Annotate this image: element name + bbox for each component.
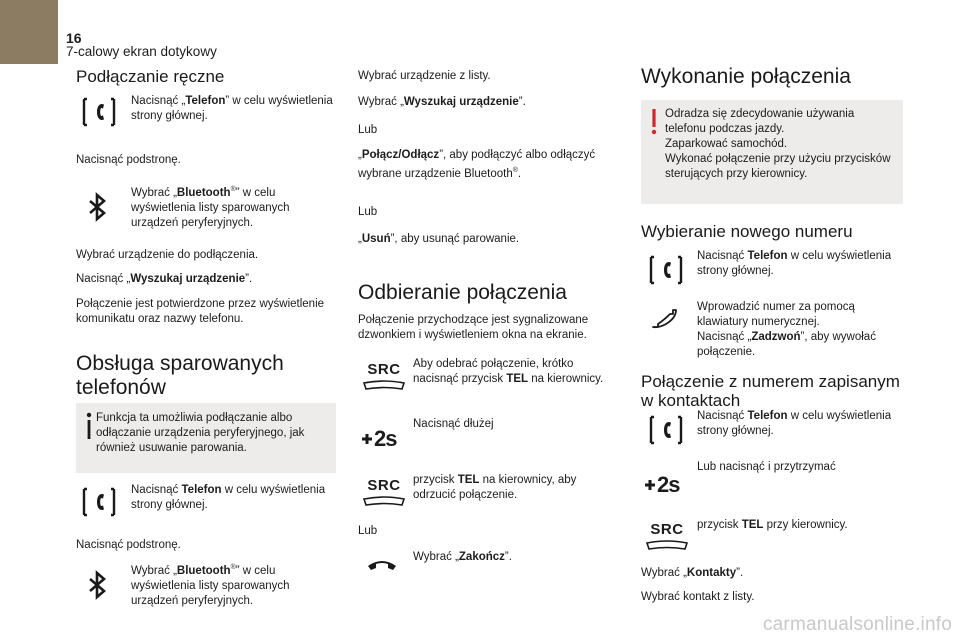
incoming-call-text: Połączenie przychodzące jest sygnalizowane dzwonkiem i wyświetleniem okna na ekranie.: [358, 314, 589, 341]
section-title-call-contact: Połączenie z numerem zapisanym w kontaktach: [641, 372, 900, 410]
section-title-manual: Podłączanie ręczne: [76, 67, 225, 86]
phone-icon: [80, 96, 118, 128]
watermark: carmanualsonline.info: [762, 614, 952, 635]
info-box: [76, 403, 336, 473]
long-press-2s-icon: 2s: [360, 426, 406, 452]
step-telefon-4: Nacisnąć Telefon w celu wyświetlenia strony głównej.: [697, 410, 892, 437]
section-title-dial-new: Wybieranie nowego numeru: [641, 222, 853, 241]
step-telefon-3: Nacisnąć Telefon w celu wyświetlenia strony głównej.: [697, 250, 892, 277]
step-press-and-hold: Lub nacisnąć i przytrzymać: [697, 461, 836, 473]
step-select-device: Wybrać urządzenie do podłączenia.: [76, 249, 259, 261]
warning-box: [641, 100, 903, 204]
lub-3: Lub: [358, 525, 378, 537]
bluetooth-icon: [84, 190, 110, 224]
step-telefon: Nacisnąć „Telefon” w celu wyświetlenia strony głównej.: [131, 95, 333, 122]
handset-icon: [650, 308, 680, 330]
page-number: 16: [66, 30, 82, 46]
step-search-device: Nacisnąć „Wyszukaj urządzenie”.: [76, 273, 253, 285]
phone-icon: [80, 486, 118, 518]
info-icon: [85, 412, 93, 440]
long-press-2s-icon: 2s: [643, 472, 689, 498]
lub-1: Lub: [358, 124, 378, 136]
step-delete: „Usuń”, aby usunąć parowanie.: [358, 233, 520, 245]
step-tel-button: przycisk TEL przy kierownicy.: [697, 519, 848, 531]
info-text: Funkcja ta umożliwia podłączanie albo odłączanie urządzenia peryferyjnego, jak również usuwanie parowania.: [96, 412, 305, 454]
step-bluetooth-2: Wybrać „Bluetooth®” w celu wyświetlenia listy sparowanych urządzeń peryferyjnych.: [131, 564, 290, 607]
step-end-call: Wybrać „Zakończ”.: [413, 551, 512, 563]
section-title-make-call: Wykonanie połączenia: [641, 65, 851, 88]
warning-icon: [650, 108, 658, 136]
step-select-from-list: Wybrać urządzenie z listy.: [358, 70, 491, 82]
step-search-device-2: Wybrać „Wyszukaj urządzenie”.: [358, 96, 526, 108]
src-button-icon: SRC: [362, 478, 406, 512]
step-bluetooth: Wybrać „Bluetooth®” w celu wyświetlenia listy sparowanych urządzeń peryferyjnych.: [131, 186, 290, 229]
src-button-icon: SRC: [645, 522, 689, 556]
step-podstrona: Nacisnąć podstronę.: [76, 154, 181, 166]
step-telefon-2: Nacisnąć Telefon w celu wyświetlenia strony głównej.: [131, 484, 326, 511]
step-podstrona-2: Nacisnąć podstronę.: [76, 539, 181, 551]
phone-icon: [647, 254, 685, 286]
section-title-receive: Odbieranie połączenia: [358, 281, 567, 304]
step-answer: Aby odebrać połączenie, krótko nacisnąć przycisk TEL na kierownicy.: [413, 358, 604, 385]
bluetooth-icon: [84, 568, 110, 602]
step-select-contact: Wybrać kontakt z listy.: [641, 591, 755, 603]
step-contacts: Wybrać „Kontakty”.: [641, 567, 744, 579]
phone-icon: [647, 414, 685, 446]
step-reject: przycisk TEL na kierownicy, aby odrzucić połączenie.: [413, 474, 577, 501]
warning-text: Odradza się zdecydowanie używania telefonu podczas jazdy. Zaparkować samochód. Wykonać połączenie przy użyciu przycisków sterujących przy kierownicy.: [665, 108, 891, 180]
step-press-longer: Nacisnąć dłużej: [413, 418, 494, 430]
step-confirmation: Połączenie jest potwierdzone przez wyświetlenie komunikatu oraz nazwy telefonu.: [76, 298, 325, 325]
src-button-icon: SRC: [362, 362, 406, 396]
chapter-title: 7-calowy ekran dotykowy: [66, 44, 217, 59]
lub-2: Lub: [358, 206, 378, 218]
step-connect-disconnect: „Połącz/Odłącz”, aby podłączyć albo odłączyć wybrane urządzenie Bluetooth®.: [358, 149, 596, 180]
section-title-paired: Obsługa sparowanych telefonów: [76, 352, 284, 399]
hang-up-icon: [366, 556, 398, 574]
step-enter-number: Wprowadzić numer za pomocą klawiatury numerycznej. Nacisnąć „Zadzwoń”, aby wywołać połączenie.: [697, 301, 876, 358]
page-tab-marker: [0, 0, 58, 64]
